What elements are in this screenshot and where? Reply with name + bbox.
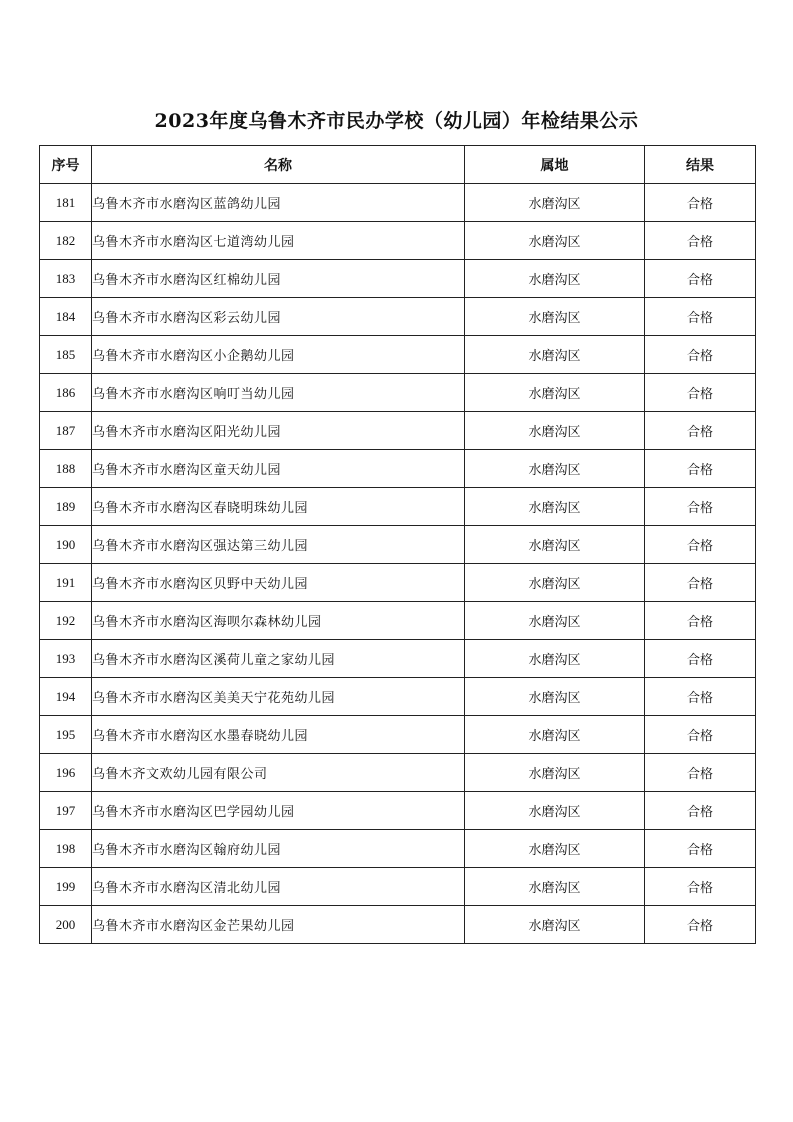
inspection-result: 合格 [645, 830, 756, 868]
kindergarten-name: 乌鲁木齐市水磨沟区红棉幼儿园 [92, 260, 465, 298]
results-table [39, 145, 756, 944]
row-number: 194 [40, 678, 92, 716]
inspection-result: 合格 [645, 184, 756, 222]
kindergarten-name: 乌鲁木齐市水磨沟区响叮当幼儿园 [92, 374, 465, 412]
kindergarten-name: 乌鲁木齐市水磨沟区巴学园幼儿园 [92, 792, 465, 830]
district: 水磨沟区 [465, 526, 645, 564]
row-number: 186 [40, 374, 92, 412]
table-row [40, 754, 756, 792]
table-row [40, 526, 756, 564]
row-number: 200 [40, 906, 92, 944]
inspection-result: 合格 [645, 488, 756, 526]
header-result: 结果 [645, 146, 756, 184]
row-number: 197 [40, 792, 92, 830]
kindergarten-name: 乌鲁木齐市水磨沟区蓝鸽幼儿园 [92, 184, 465, 222]
row-number: 183 [40, 260, 92, 298]
district: 水磨沟区 [465, 260, 645, 298]
district: 水磨沟区 [465, 792, 645, 830]
row-number: 196 [40, 754, 92, 792]
district: 水磨沟区 [465, 488, 645, 526]
row-number: 188 [40, 450, 92, 488]
district: 水磨沟区 [465, 184, 645, 222]
district: 水磨沟区 [465, 564, 645, 602]
inspection-result: 合格 [645, 564, 756, 602]
inspection-result: 合格 [645, 450, 756, 488]
inspection-result: 合格 [645, 906, 756, 944]
inspection-result: 合格 [645, 222, 756, 260]
kindergarten-name: 乌鲁木齐市水磨沟区童天幼儿园 [92, 450, 465, 488]
kindergarten-name: 乌鲁木齐市水磨沟区春晓明珠幼儿园 [92, 488, 465, 526]
inspection-result: 合格 [645, 260, 756, 298]
inspection-result: 合格 [645, 602, 756, 640]
header-name: 名称 [92, 146, 465, 184]
inspection-result: 合格 [645, 716, 756, 754]
inspection-result: 合格 [645, 412, 756, 450]
row-number: 181 [40, 184, 92, 222]
table-row [40, 184, 756, 222]
row-number: 189 [40, 488, 92, 526]
inspection-result: 合格 [645, 640, 756, 678]
row-number: 185 [40, 336, 92, 374]
table-row [40, 298, 756, 336]
district: 水磨沟区 [465, 640, 645, 678]
kindergarten-name: 乌鲁木齐市水磨沟区海呗尔森林幼儿园 [92, 602, 465, 640]
row-number: 191 [40, 564, 92, 602]
kindergarten-name: 乌鲁木齐市水磨沟区阳光幼儿园 [92, 412, 465, 450]
kindergarten-name: 乌鲁木齐市水磨沟区溪荷儿童之家幼儿园 [92, 640, 465, 678]
table-row [40, 830, 756, 868]
table-row [40, 640, 756, 678]
inspection-result: 合格 [645, 336, 756, 374]
kindergarten-name: 乌鲁木齐市水磨沟区翰府幼儿园 [92, 830, 465, 868]
row-number: 192 [40, 602, 92, 640]
district: 水磨沟区 [465, 222, 645, 260]
header-area: 属地 [465, 146, 645, 184]
row-number: 198 [40, 830, 92, 868]
district: 水磨沟区 [465, 602, 645, 640]
page-title: 2023年度乌鲁木齐市民办学校（幼儿园）年检结果公示 [154, 110, 639, 132]
inspection-result: 合格 [645, 678, 756, 716]
inspection-result: 合格 [645, 526, 756, 564]
row-number: 182 [40, 222, 92, 260]
inspection-result: 合格 [645, 754, 756, 792]
district: 水磨沟区 [465, 298, 645, 336]
kindergarten-name: 乌鲁木齐市水磨沟区贝野中天幼儿园 [92, 564, 465, 602]
district: 水磨沟区 [465, 868, 645, 906]
inspection-result: 合格 [645, 298, 756, 336]
table-row [40, 450, 756, 488]
table-row [40, 678, 756, 716]
district: 水磨沟区 [465, 412, 645, 450]
table-row [40, 412, 756, 450]
table-row [40, 374, 756, 412]
row-number: 187 [40, 412, 92, 450]
district: 水磨沟区 [465, 336, 645, 374]
district: 水磨沟区 [465, 906, 645, 944]
district: 水磨沟区 [465, 716, 645, 754]
row-number: 184 [40, 298, 92, 336]
header-no: 序号 [40, 146, 92, 184]
kindergarten-name: 乌鲁木齐市水磨沟区金芒果幼儿园 [92, 906, 465, 944]
inspection-result: 合格 [645, 868, 756, 906]
district: 水磨沟区 [465, 678, 645, 716]
district: 水磨沟区 [465, 830, 645, 868]
kindergarten-name: 乌鲁木齐市水磨沟区彩云幼儿园 [92, 298, 465, 336]
row-number: 195 [40, 716, 92, 754]
inspection-result: 合格 [645, 792, 756, 830]
table-row [40, 792, 756, 830]
table-row [40, 222, 756, 260]
table-row [40, 260, 756, 298]
district: 水磨沟区 [465, 450, 645, 488]
kindergarten-name: 乌鲁木齐市水磨沟区美美天宁花苑幼儿园 [92, 678, 465, 716]
row-number: 193 [40, 640, 92, 678]
district: 水磨沟区 [465, 374, 645, 412]
kindergarten-name: 乌鲁木齐市水磨沟区强达第三幼儿园 [92, 526, 465, 564]
table-row [40, 336, 756, 374]
kindergarten-name: 乌鲁木齐市水磨沟区清北幼儿园 [92, 868, 465, 906]
row-number: 199 [40, 868, 92, 906]
kindergarten-name: 乌鲁木齐市水磨沟区水墨春晓幼儿园 [92, 716, 465, 754]
table-row [40, 602, 756, 640]
header-row [40, 146, 756, 184]
inspection-result: 合格 [645, 374, 756, 412]
kindergarten-name: 乌鲁木齐市水磨沟区七道湾幼儿园 [92, 222, 465, 260]
table-body [40, 184, 756, 944]
row-number: 190 [40, 526, 92, 564]
table-header [40, 146, 756, 184]
district: 水磨沟区 [465, 754, 645, 792]
table-row [40, 716, 756, 754]
table-row [40, 906, 756, 944]
table-row [40, 488, 756, 526]
kindergarten-name: 乌鲁木齐市水磨沟区小企鹅幼儿园 [92, 336, 465, 374]
table-row [40, 868, 756, 906]
kindergarten-name: 乌鲁木齐文欢幼儿园有限公司 [92, 754, 465, 792]
table-row [40, 564, 756, 602]
